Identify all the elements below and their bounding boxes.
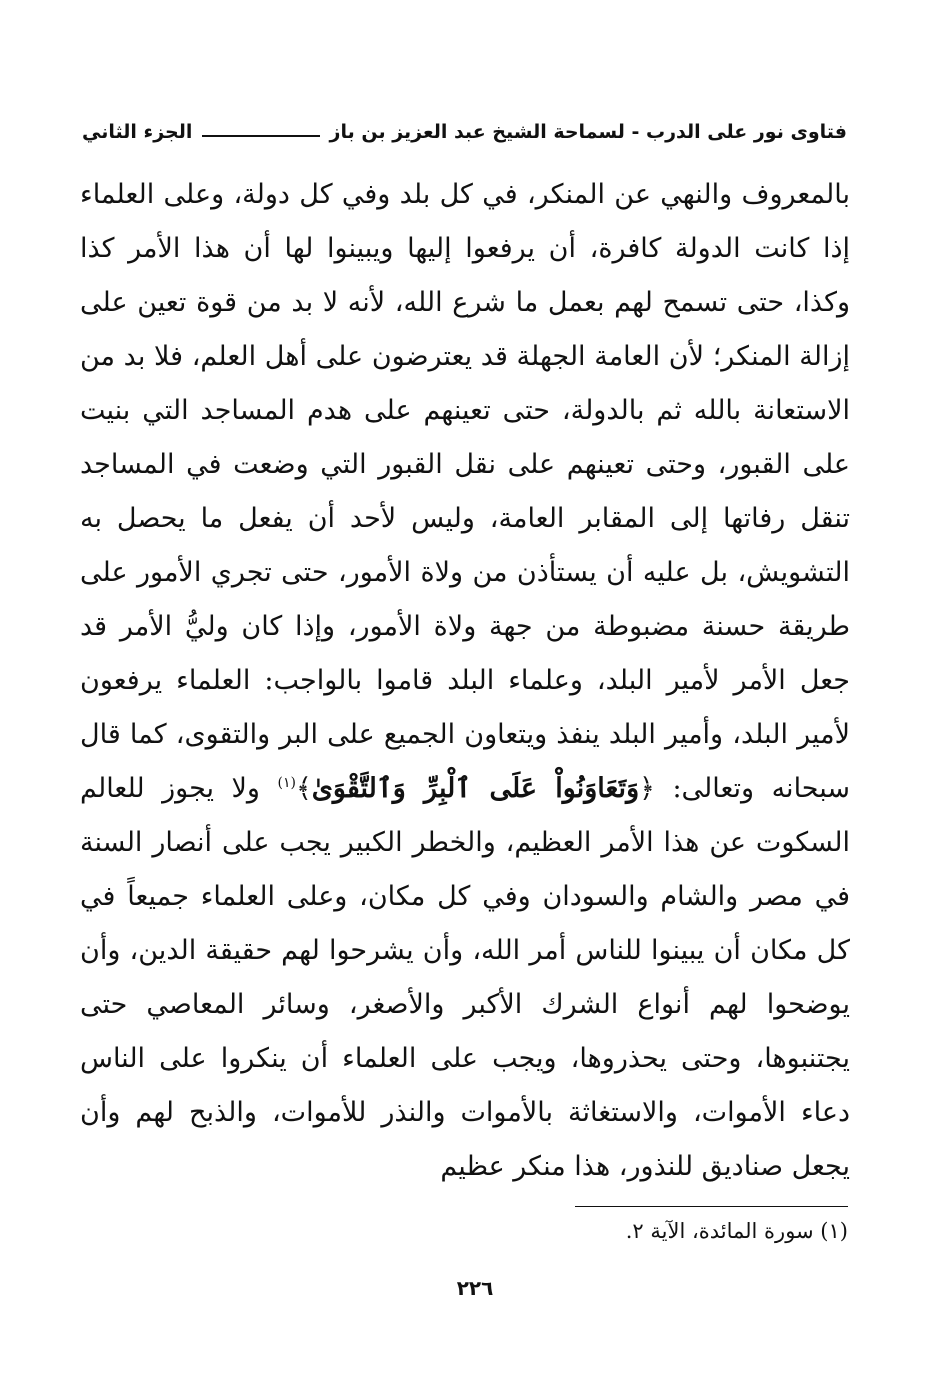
quran-verse	[277, 773, 654, 804]
ayah-text: وَتَعَاوَنُواْ عَلَى ٱلْبِرِّ وَٱلتَّقْوَىٰ	[311, 773, 640, 804]
page-number: ٢٢٦	[456, 1276, 494, 1300]
running-header	[82, 112, 847, 152]
footnote-reference[interactable]: (١)	[277, 775, 296, 791]
body-text	[80, 168, 850, 1194]
text-before-ayah: بالمعروف والنهي عن المنكر، في كل بلد وفي كل دولة، وعلى العلماء إذا كانت الدولة كافرة، أن يرفعوا إليها ويبينوا لها أن هذا الأمر كذا وكذا، حتى تسمح لهم بعمل ما شرع الله، لأنه لا بد من قوة تعين على إزالة المنكر؛ لأن العامة الجهلة قد يعترضون على أهل العلم، فلا بد من الاستعانة بالله ثم بالدولة، حتى تعينهم على هدم المساجد التي بنيت على القبور، وحتى تعينهم على نقل القبور التي وضعت في المساجد تنقل رفاتها إلى المقابر العامة، وليس لأحد أن يفعل ما يحصل به التشويش، بل عليه أن يستأذن من ولاة الأمور، حتى تجري الأمور على طريقة حسنة مضبوطة من جهة ولاة الأمور، وإذا كان وليُّ الأمر قد جعل الأمر لأمير البلد، وعلماء البلد قاموا بالواجب: العلماء يرفعون لأمير البلد، وأمير البلد ينفذ ويتعاون الجميع على البر والتقوى، كما قال سبحانه وتعالى:	[80, 179, 850, 804]
footnote: (١) سورة المائدة، الآية ٢.	[625, 1219, 848, 1243]
header-rule	[202, 135, 319, 137]
footnote-separator	[575, 1206, 848, 1207]
header-volume-label: الجزء الثاني	[82, 121, 193, 143]
ayah-close-bracket: ﴾	[295, 773, 312, 804]
fatwa-paragraph	[80, 168, 850, 1194]
ayah-open-bracket: ﴿	[639, 773, 655, 804]
header-book-title: فتاوى نور على الدرب - لسماحة الشيخ عبد العزيز بن باز	[329, 121, 847, 143]
text-after-ayah: ولا يجوز للعالم السكوت عن هذا الأمر العظيم، والخطر الكبير يجب على أنصار السنة في مصر والشام والسودان وفي كل مكان، وعلى العلماء جميعاً في كل مكان أن يبينوا للناس أمر الله، وأن يشرحوا لهم حقيقة الدين، وأن يوضحوا لهم أنواع الشرك الأكبر والأصغر، وسائر المعاصي حتى يجتنبوها، وحتى يحذروها، ويجب على العلماء أن ينكروا على الناس دعاء الأموات، والاستغاثة بالأموات والنذر للأموات، والذبح لهم وأن يجعل صناديق للنذور، هذا منكر عظيم	[80, 773, 850, 1182]
